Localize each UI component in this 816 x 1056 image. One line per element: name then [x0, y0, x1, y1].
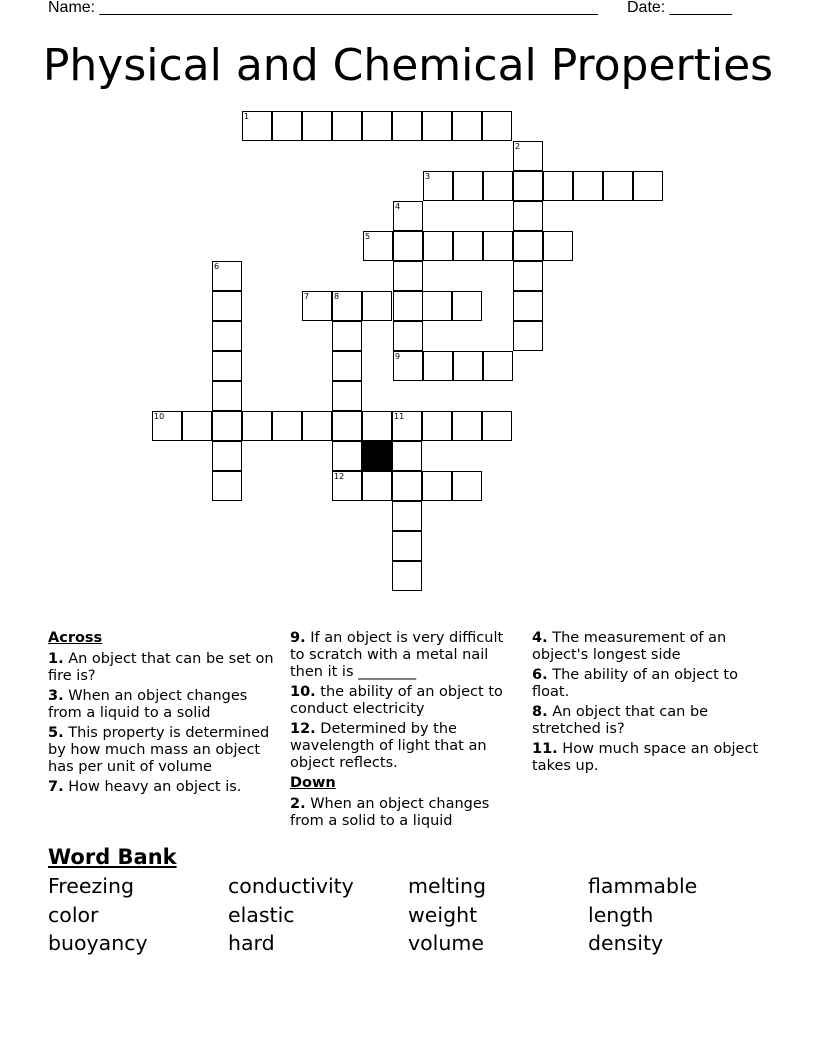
crossword-cell[interactable]: [332, 381, 362, 411]
crossword-cell[interactable]: [182, 411, 212, 441]
word-bank-word: flammable: [588, 874, 698, 898]
crossword-cell[interactable]: [393, 261, 423, 291]
crossword-cell[interactable]: [452, 411, 482, 441]
word-bank-word: hard: [228, 931, 275, 955]
crossword-cell[interactable]: [362, 291, 392, 321]
crossword-cell-number: 11: [394, 412, 405, 421]
down-heading: Down: [290, 775, 336, 791]
clue-down-6: 6. The ability of an object to float.: [532, 667, 738, 700]
crossword-cell-number: 4: [395, 202, 401, 211]
crossword-cell[interactable]: [212, 471, 242, 501]
word-bank-word: length: [588, 903, 654, 927]
crossword-cell[interactable]: [392, 441, 422, 471]
clue-across-10: 10. the ability of an object to conduct electricity: [290, 684, 503, 717]
crossword-cell[interactable]: [543, 231, 573, 261]
crossword-cell[interactable]: [423, 351, 453, 381]
word-bank-word: buoyancy: [48, 931, 148, 955]
crossword-cell[interactable]: [332, 321, 362, 351]
crossword-cell[interactable]: [483, 231, 513, 261]
crossword-cell[interactable]: [332, 351, 362, 381]
crossword-cell[interactable]: [302, 411, 332, 441]
crossword-cell[interactable]: [422, 471, 452, 501]
crossword-cell[interactable]: [392, 111, 422, 141]
crossword-cell[interactable]: [513, 201, 543, 231]
clue-across-5: 5. This property is determined by how much mass an object has per unit of volume: [48, 725, 270, 775]
crossword-cell[interactable]: [482, 111, 512, 141]
word-bank-word: color: [48, 903, 99, 927]
clue-down-2: 2. When an object changes from a solid to a liquid: [290, 796, 490, 829]
word-bank-word: density: [588, 931, 664, 955]
crossword-cell[interactable]: [332, 111, 362, 141]
crossword-cell[interactable]: [272, 411, 302, 441]
clues-column-3: [532, 630, 767, 778]
clue-across-7: 7. How heavy an object is.: [48, 779, 242, 795]
crossword-cell[interactable]: [212, 351, 242, 381]
crossword-cell[interactable]: [452, 291, 482, 321]
clue-down-8: 8. An object that can be stretched is?: [532, 704, 709, 737]
crossword-cell[interactable]: [452, 111, 482, 141]
crossword-cell-number: 12: [334, 472, 345, 481]
crossword-cell-number: 10: [154, 412, 165, 421]
clues-column-1: [48, 630, 283, 799]
word-bank-word: Freezing: [48, 874, 134, 898]
crossword-block: [362, 441, 392, 471]
crossword-cell[interactable]: [392, 561, 422, 591]
crossword-cell[interactable]: [302, 111, 332, 141]
crossword-cell[interactable]: [393, 231, 423, 261]
crossword-cell[interactable]: [513, 261, 543, 291]
crossword-cell[interactable]: [452, 471, 482, 501]
crossword-cell[interactable]: [513, 291, 543, 321]
clue-down-11: 11. How much space an object takes up.: [532, 741, 759, 774]
crossword-cell[interactable]: [212, 411, 242, 441]
crossword-cell-number: 3: [425, 172, 431, 181]
crossword-cell[interactable]: [513, 231, 543, 261]
date-field[interactable]: Date: _______: [627, 0, 732, 16]
crossword-cell[interactable]: [332, 441, 362, 471]
crossword-cell[interactable]: [573, 171, 603, 201]
crossword-cell[interactable]: [483, 171, 513, 201]
clues-column-2: [290, 630, 522, 833]
crossword-cell-number: 8: [334, 292, 340, 301]
word-bank-word: melting: [408, 874, 487, 898]
crossword-cell[interactable]: [392, 501, 422, 531]
crossword-cell[interactable]: [212, 321, 242, 351]
crossword-cell-number: 1: [244, 112, 250, 121]
clue-across-9: 9. If an object is very difficult to scratch with a metal nail then it is ________: [290, 630, 504, 680]
word-bank-title: Word Bank: [48, 845, 177, 869]
name-field[interactable]: Name: ________________________________________________________: [48, 0, 598, 16]
crossword-cell[interactable]: [453, 231, 483, 261]
crossword-cell[interactable]: [513, 321, 543, 351]
crossword-cell[interactable]: [242, 411, 272, 441]
word-bank-word: volume: [408, 931, 484, 955]
clue-across-1: 1. An object that can be set on fire is?: [48, 651, 274, 684]
crossword-cell[interactable]: [422, 111, 452, 141]
crossword-cell-number: 5: [365, 232, 371, 241]
crossword-cell[interactable]: [393, 321, 423, 351]
crossword-cell-number: 6: [214, 262, 220, 271]
crossword-cell[interactable]: [513, 171, 543, 201]
crossword-cell[interactable]: [362, 411, 392, 441]
crossword-cell[interactable]: [422, 291, 452, 321]
crossword-cell[interactable]: [393, 291, 423, 321]
crossword-cell[interactable]: [272, 111, 302, 141]
word-bank-word: conductivity: [228, 874, 354, 898]
crossword-cell-number: 9: [395, 352, 401, 361]
crossword-cell[interactable]: [453, 351, 483, 381]
clue-across-3: 3. When an object changes from a liquid to a solid: [48, 688, 248, 721]
crossword-cell[interactable]: [423, 231, 453, 261]
crossword-cell[interactable]: [362, 111, 392, 141]
crossword-cell[interactable]: [422, 411, 452, 441]
crossword-cell[interactable]: [212, 291, 242, 321]
crossword-cell[interactable]: [483, 351, 513, 381]
crossword-cell[interactable]: [332, 411, 362, 441]
crossword-cell[interactable]: [633, 171, 663, 201]
clue-down-4: 4. The measurement of an object's longest side: [532, 630, 727, 663]
word-bank-word: elastic: [228, 903, 295, 927]
crossword-cell[interactable]: [453, 171, 483, 201]
crossword-cell-number: 7: [304, 292, 310, 301]
clue-across-12: 12. Determined by the wavelength of light that an object reflects.: [290, 721, 487, 771]
word-bank-word: weight: [408, 903, 478, 927]
page-title: Physical and Chemical Properties: [42, 40, 774, 91]
crossword-cell[interactable]: [392, 471, 422, 501]
crossword-cell[interactable]: [543, 171, 573, 201]
crossword-cell-number: 2: [515, 142, 521, 151]
crossword-cell[interactable]: [603, 171, 633, 201]
crossword-cell[interactable]: [392, 531, 422, 561]
crossword-cell[interactable]: [212, 441, 242, 471]
crossword-cell[interactable]: [482, 411, 512, 441]
crossword-cell[interactable]: [212, 381, 242, 411]
crossword-cell[interactable]: [362, 471, 392, 501]
across-heading: Across: [48, 630, 103, 646]
